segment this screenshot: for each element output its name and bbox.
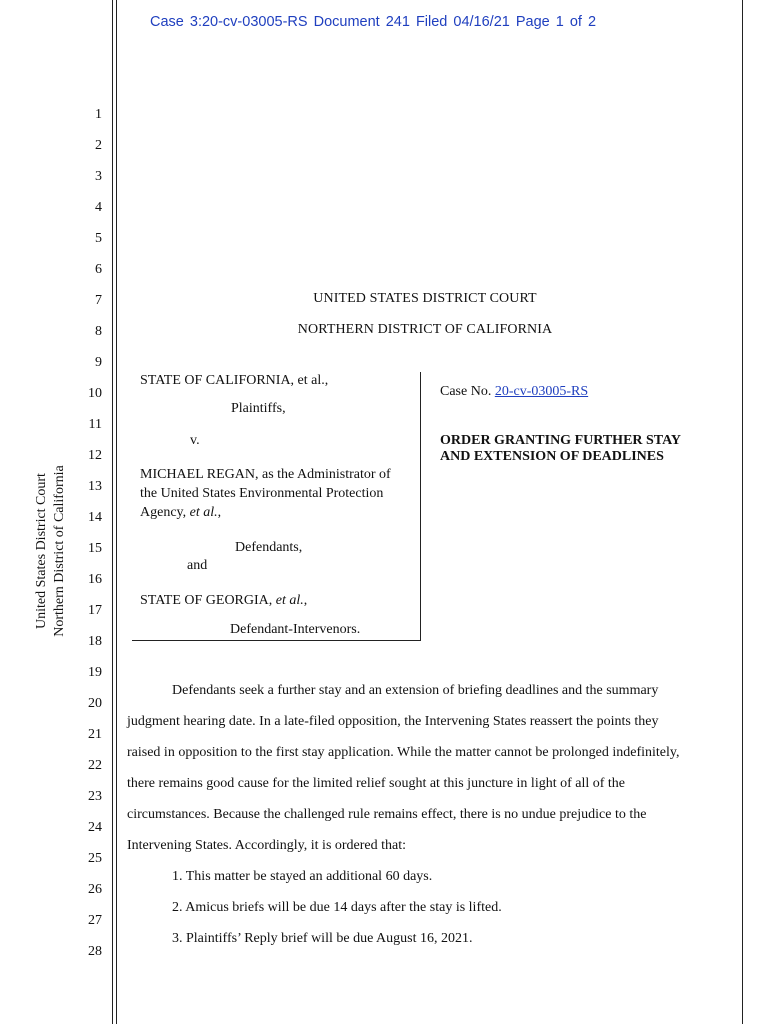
defendant-line-2: the United States Environmental Protection — [140, 486, 384, 501]
line-number: 19 — [88, 665, 102, 680]
body-line: Defendants seek a further stay and an extension of briefing deadlines and the summary — [172, 683, 659, 698]
line-number: 14 — [88, 510, 102, 525]
line-number: 1 — [95, 107, 102, 122]
defendant-role: Defendants, — [235, 540, 303, 555]
left-margin-rule — [112, 0, 113, 1024]
order-title — [440, 433, 681, 465]
intervenor-role: Defendant-Intervenors. — [230, 622, 361, 637]
line-number: 27 — [88, 913, 102, 928]
right-margin-rule — [742, 0, 743, 1024]
body-line: circumstances. Because the challenged rule remains effect, there is no undue prejudice to the — [127, 807, 647, 822]
header-document: Document 241 — [313, 14, 410, 30]
header-page: Page 1 of 2 — [515, 14, 597, 30]
case-number-block — [440, 384, 588, 400]
line-number: 21 — [88, 727, 102, 742]
case-number-label: Case No. — [440, 384, 492, 399]
line-number: 9 — [95, 355, 102, 370]
court-district: NORTHERN DISTRICT OF CALIFORNIA — [297, 322, 553, 337]
versus: v. — [190, 433, 200, 448]
defendant-line-3-suffix: , — [217, 505, 222, 520]
line-number: 8 — [95, 324, 102, 339]
intervenor-name — [140, 592, 307, 610]
line-number: 6 — [95, 262, 102, 277]
defendant-line-1: MICHAEL REGAN, as the Administrator of — [140, 467, 391, 482]
caption-and: and — [187, 558, 208, 573]
line-number: 25 — [88, 851, 102, 866]
side-label-district: Northern District of California — [52, 465, 67, 637]
line-number: 24 — [88, 820, 102, 835]
header-filed: Filed 04/16/21 — [415, 14, 510, 30]
line-number: 17 — [88, 603, 102, 618]
order-title-line-2: AND EXTENSION OF DEADLINES — [440, 449, 664, 464]
header-case-number: Case 3:20-cv-03005-RS — [150, 14, 308, 30]
body-line: there remains good cause for the limited relief sought at this juncture in light of all of the — [127, 776, 626, 791]
line-number: 7 — [95, 293, 102, 308]
order-item: 1. This matter be stayed an additional 60 days. — [172, 869, 433, 884]
line-number: 20 — [88, 696, 102, 711]
line-number: 15 — [88, 541, 102, 556]
line-number: 5 — [95, 231, 102, 246]
line-number: 4 — [95, 200, 102, 215]
line-number: 18 — [88, 634, 102, 649]
line-number: 28 — [88, 944, 102, 959]
line-number: 26 — [88, 882, 102, 897]
order-item: 3. Plaintiffs’ Reply brief will be due August 16, 2021. — [172, 931, 473, 946]
intervenor-text: STATE OF GEORGIA, — [140, 593, 276, 608]
court-side-label — [33, 465, 69, 636]
order-item: 2. Amicus briefs will be due 14 days after the stay is lifted. — [172, 900, 502, 915]
intervenor-et-al: et al. — [275, 593, 304, 608]
line-number: 22 — [88, 758, 102, 773]
line-number: 2 — [95, 138, 102, 153]
line-number: 11 — [88, 417, 102, 432]
plaintiff-role: Plaintiffs, — [231, 401, 286, 416]
defendant-line-3 — [140, 504, 221, 522]
body-line: Intervening States. Accordingly, it is ordered that: — [127, 838, 407, 853]
side-label-court: United States District Court — [34, 473, 49, 629]
order-title-line-1: ORDER GRANTING FURTHER STAY — [440, 433, 682, 448]
left-margin-rule-inner — [116, 0, 117, 1024]
line-number: 16 — [88, 572, 102, 587]
body-line: raised in opposition to the first stay application. While the matter cannot be prolonged indefinitely, — [127, 745, 680, 760]
plaintiff-name: STATE OF CALIFORNIA, et al., — [140, 373, 329, 388]
line-number: 13 — [88, 479, 102, 494]
case-number-link[interactable]: 20-cv-03005-RS — [494, 384, 589, 399]
line-number: 12 — [88, 448, 102, 463]
body-line: judgment hearing date. In a late-filed opposition, the Intervening States reassert the points they — [127, 714, 659, 729]
page-header — [150, 14, 596, 30]
defendant-et-al: et al. — [189, 505, 218, 520]
line-number: 23 — [88, 789, 102, 804]
court-name: UNITED STATES DISTRICT COURT — [313, 291, 537, 306]
line-number: 3 — [95, 169, 102, 184]
line-number: 10 — [88, 386, 102, 401]
defendant-line-3-text: Agency, — [140, 505, 190, 520]
intervenor-suffix: , — [303, 593, 308, 608]
